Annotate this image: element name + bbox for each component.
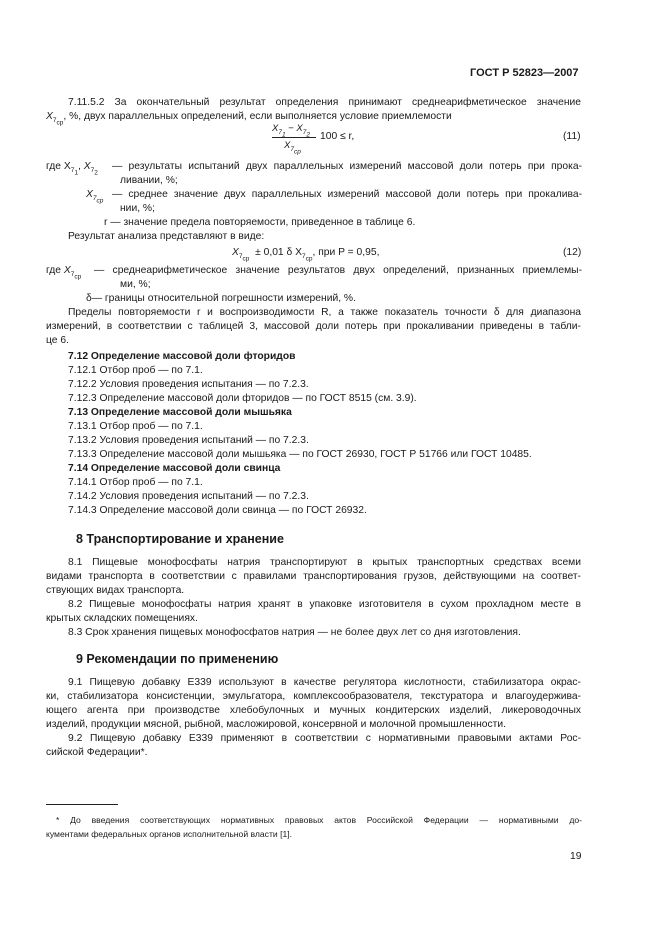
footnote-rule	[46, 804, 118, 805]
section-7-14-2: 7.14.2 Условия проведения испытаний — по 7.2.3.	[68, 491, 309, 502]
section-9-2-line-2: сийской Федерации*.	[46, 747, 148, 758]
section-9-2-line-1: 9.2 Пищевую добавку E339 применяют в соответствии с нормативными правовыми актами Рос-	[68, 733, 581, 744]
section-8-1-line-2: видами транспорта в соответствии с правилами транспортирования грузов, действующими на соответ-	[46, 571, 581, 582]
footnote-line-1: * До введения соответствующих нормативных правовых актов Российской Федерации — нормативными до-	[56, 815, 582, 825]
section-8-2-line-2: крытых складских помещениях.	[46, 613, 198, 624]
page-number: 19	[570, 851, 582, 862]
section-8-2-line-1: 8.2 Пищевые монофосфаты натрия хранят в упаковке изготовителя в сухом прохладном месте в	[68, 599, 581, 610]
where-delta: δ— границы относительной погрешности измерений, %.	[86, 293, 356, 304]
section-8-1-line-1: 8.1 Пищевые монофосфаты натрия транспортируют в крытых транспортных средствах всеми	[68, 557, 581, 568]
section-7-14-1: 7.14.1 Отбор проб — по 7.1.	[68, 477, 203, 488]
section-7-13-3: 7.13.3 Определение массовой доли мышьяка — по ГОСТ 26930, ГОСТ Р 51766 или ГОСТ 10485.	[68, 449, 532, 460]
equation-12: $X_{7_{ср}} \pm 0,01$ δ $X_{7_{ср}}$, при P = 0,95,	[232, 247, 380, 263]
section-9-1-line-1: 9.1 Пищевую добавку E339 используют в качестве регулятора кислотности, стабилизатора окрас-	[68, 677, 581, 688]
where-x7cp-2-text: — среднеарифметическое значение результатов двух определений, признанных приемлемы-	[94, 265, 582, 276]
section-9-1-line-4: изделий, продукции мясной, рыбной, масложировой, консервной и молочной промышленности.	[46, 719, 506, 730]
section-8-title: 8 Транспортирование и хранение	[76, 532, 284, 546]
where-r: r — значение предела повторяемости, приведенное в таблице 6.	[104, 217, 416, 228]
para-7-11-5-2-cont: $X_{7_{ср}}$, %, двух параллельных определений, если выполняется условие приемлемости	[46, 111, 452, 127]
equation-11-number: (11)	[563, 131, 581, 142]
section-7-13-2: 7.13.2 Условия проведения испытаний — по 7.2.3.	[68, 435, 309, 446]
where-x7cp-label: $X_{7_{ср}}$	[86, 189, 104, 205]
para-7-11-5-2: 7.11.5.2 За окончательный результат определения принимают среднеарифметическое значение	[68, 97, 581, 108]
section-8-1-line-3: ствующих видах транспорта.	[46, 585, 185, 596]
where-x71-x72-text: — результаты испытаний двух параллельных измерений массовой доли потерь при прока-	[112, 161, 582, 172]
section-7-12-1: 7.12.1 Отбор проб — по 7.1.	[68, 365, 203, 376]
limits-line-2: измерений, в соответствии с таблицей 3, массовой доли потерь при прокаливании приведены в табли-	[46, 321, 581, 332]
where-x7cp-cont: нии, %;	[120, 203, 155, 214]
equation-12-number: (12)	[563, 247, 582, 258]
section-7-13-title: 7.13 Определение массовой доли мышьяка	[68, 407, 292, 418]
section-8-3: 8.3 Срок хранения пищевых монофосфатов натрия — не более двух лет со дня изготовления.	[68, 627, 521, 638]
section-7-12-title: 7.12 Определение массовой доли фторидов	[68, 351, 296, 362]
result-intro: Результат анализа представляют в виде:	[68, 231, 265, 242]
where-x7cp-text: — среднее значение двух параллельных измерений массовой доли потерь при прокалива-	[112, 189, 582, 200]
section-9-title: 9 Рекомендации по применению	[76, 652, 279, 666]
limits-line-3: це 6.	[46, 335, 69, 346]
where-x7cp-2-label: где $X_{7_{ср}}$	[46, 265, 82, 281]
section-7-12-2: 7.12.2 Условия проведения испытания — по 7.2.3.	[68, 379, 309, 390]
where-x7cp-2-cont: ми, %;	[120, 279, 151, 290]
equation-11: $X_{7_1} - X_{7_2}$ $X_{7_{ср}}$ 100 ≤ r,	[272, 123, 355, 156]
footnote-line-2: кументами федеральных органов исполнительной власти [1].	[46, 829, 293, 839]
section-7-13-1: 7.13.1 Отбор проб — по 7.1.	[68, 421, 203, 432]
standard-header: ГОСТ Р 52823—2007	[470, 67, 579, 79]
limits-line-1: Пределы повторяемости r и воспроизводимости R, а также показатель точности δ для диапазона	[68, 307, 581, 318]
section-7-12-3: 7.12.3 Определение массовой доли фторидов — по ГОСТ 8515 (см. 3.9).	[68, 393, 417, 404]
where-x71-x72-label: где $X_{7_1}$, $X_{7_2}$	[46, 161, 98, 177]
section-9-1-line-2: ки, стабилизатора консистенции, эмульгатора, комплексообразователя, текстуратора и влагоудержива-	[46, 691, 581, 702]
section-9-1-line-3: ющего агента при производстве хлебобулочных и мучных кондитерских изделий, ликероводочных	[46, 705, 581, 716]
section-7-14-title: 7.14 Определение массовой доли свинца	[68, 463, 281, 474]
section-7-14-3: 7.14.3 Определение массовой доли свинца — по ГОСТ 26932.	[68, 505, 367, 516]
where-x71-x72-cont: ливании, %;	[120, 175, 178, 186]
